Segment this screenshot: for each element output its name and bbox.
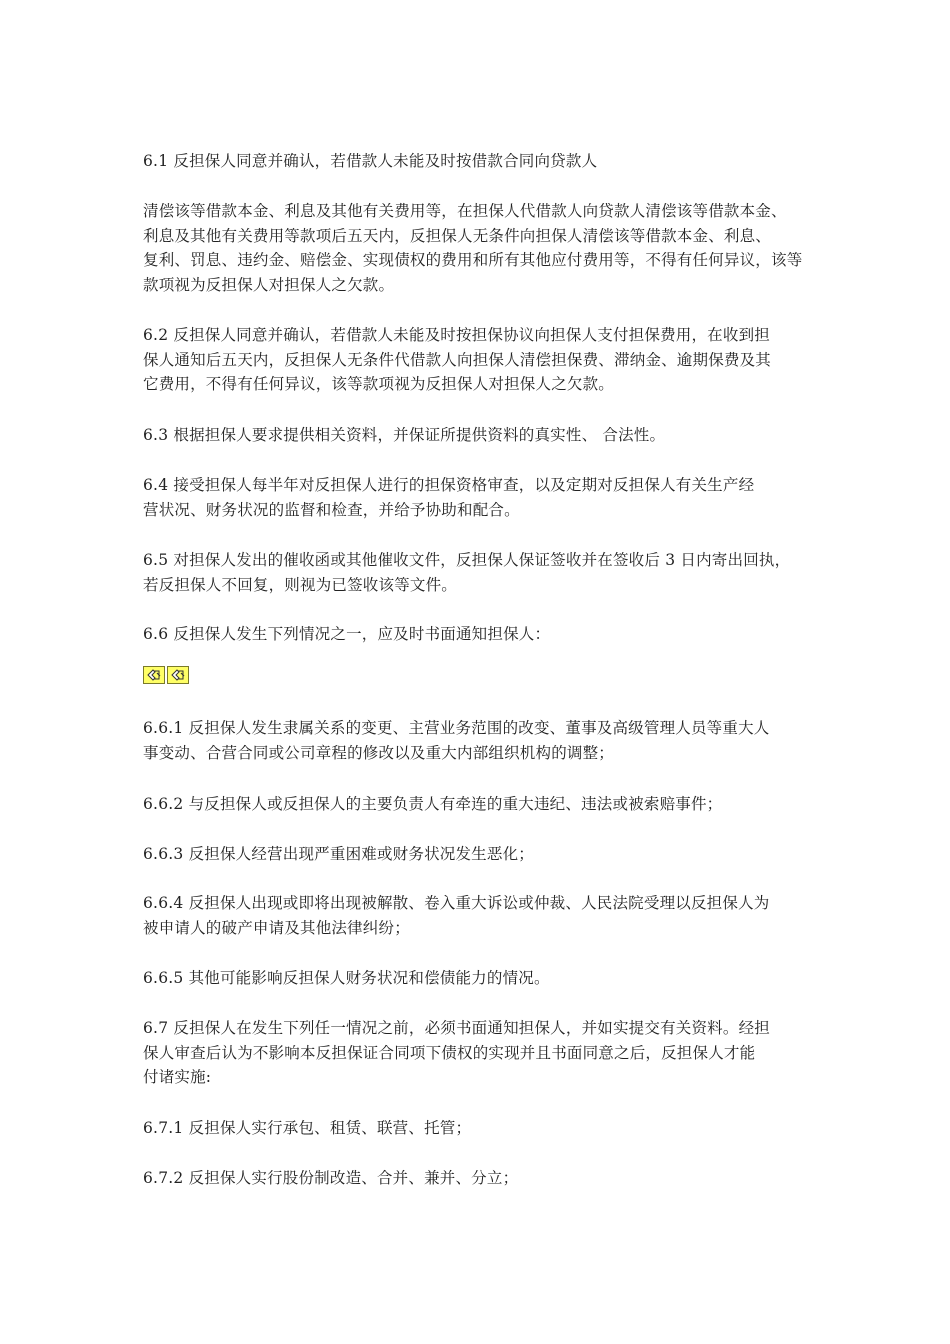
clause-6-6-3 <box>143 842 813 867</box>
text-line: 付诸实施: <box>143 1068 212 1086</box>
text-line: 6.6.1 反担保人发生隶属关系的变更、主营业务范围的改变、董事及高级管理人员等重大人 <box>143 719 770 737</box>
text-line: 6.6.2 与反担保人或反担保人的主要负责人有牵连的重大违纪、违法或被索赔事件； <box>143 795 723 813</box>
text-line: 6.4 接受担保人每半年对反担保人进行的担保资格审查，以及定期对反担保人有关生产经 <box>143 476 755 494</box>
text-line: 款项视为反担保人对担保人之欠款。 <box>143 275 395 294</box>
text-line: 事变动、合营合同或公司章程的修改以及重大内部组织机构的调整； <box>143 743 615 762</box>
clause-6-6-5 <box>143 966 813 991</box>
text-line: 清偿该等借款本金、利息及其他有关费用等，在担保人代借款人向贷款人清偿该等借款本金、 <box>143 202 787 220</box>
text-line: 复利、罚息、违约金、赔偿金、实现债权的费用和所有其他应付费用等，不得有任何异议，该等 <box>143 251 803 269</box>
text-line: 保人审查后认为不影响本反担保证合同项下债权的实现并且书面同意之后，反担保人才能 <box>143 1043 756 1062</box>
text-line: 6.7 反担保人在发生下列任一情况之前，必须书面通知担保人，并如实提交有关资料。经担 <box>143 1019 770 1037</box>
embedded-object-icons <box>143 666 189 684</box>
text-line: 6.2 反担保人同意并确认，若借款人未能及时按担保协议向担保人支付担保费用，在收到担 <box>143 326 770 344</box>
clause-6-6-4 <box>143 891 813 940</box>
clause-6-6-1 <box>143 716 813 765</box>
text-line: 6.6.5 其他可能影响反担保人财务状况和偿债能力的情况。 <box>143 969 550 987</box>
text-line: 6.6.3 反担保人经营出现严重困难或财务状况发生恶化； <box>143 845 534 863</box>
text-line: 6.3 根据担保人要求提供相关资料，并保证所提供资料的真实性、 合法性。 <box>143 426 666 444</box>
clause-6-3 <box>143 423 813 448</box>
text-line: 营状况、财务状况的监督和检查，并给予协助和配合。 <box>143 500 520 519</box>
text-line: 6.5 对担保人发出的催收函或其他催收文件，反担保人保证签收并在签收后 3 日内寄出回执， <box>143 551 791 569</box>
text-line: 保人通知后五天内，反担保人无条件代借款人向担保人清偿担保费、滞纳金、逾期保费及其 <box>143 350 772 369</box>
text-line: 6.6.4 反担保人出现或即将出现被解散、卷入重大诉讼或仲裁、人民法院受理以反担保人为 <box>143 894 770 912</box>
text-line: 若反担保人不回复，则视为已签收该等文件。 <box>143 575 458 594</box>
clause-6-5 <box>143 548 813 597</box>
clause-6-2 <box>143 323 813 397</box>
clause-6-7-2 <box>143 1166 813 1191</box>
clause-6-6-2 <box>143 792 813 817</box>
text-line: 被申请人的破产申请及其他法律纠纷； <box>143 918 410 937</box>
text-line: 6.1 反担保人同意并确认，若借款人未能及时按借款合同向贷款人 <box>143 152 598 170</box>
document-link-icon[interactable] <box>143 666 165 684</box>
text-line: 6.7.1 反担保人实行承包、租赁、联营、托管； <box>143 1119 472 1137</box>
text-line: 6.6 反担保人发生下列情况之一，应及时书面通知担保人： <box>143 625 551 643</box>
clause-6-7-1 <box>143 1116 813 1141</box>
clause-6-4 <box>143 473 813 522</box>
clause-6-7 <box>143 1016 813 1090</box>
clause-6-6 <box>143 622 813 647</box>
clause-6-1-intro <box>143 149 813 174</box>
text-line: 6.7.2 反担保人实行股份制改造、合并、兼并、分立； <box>143 1169 519 1187</box>
document-link-icon[interactable] <box>167 666 189 684</box>
clause-6-1-body <box>143 199 813 297</box>
text-line: 它费用，不得有任何异议，该等款项视为反担保人对担保人之欠款。 <box>143 375 615 393</box>
text-line: 利息及其他有关费用等款项后五天内，反担保人无条件向担保人清偿该等借款本金、利息、 <box>143 226 772 245</box>
